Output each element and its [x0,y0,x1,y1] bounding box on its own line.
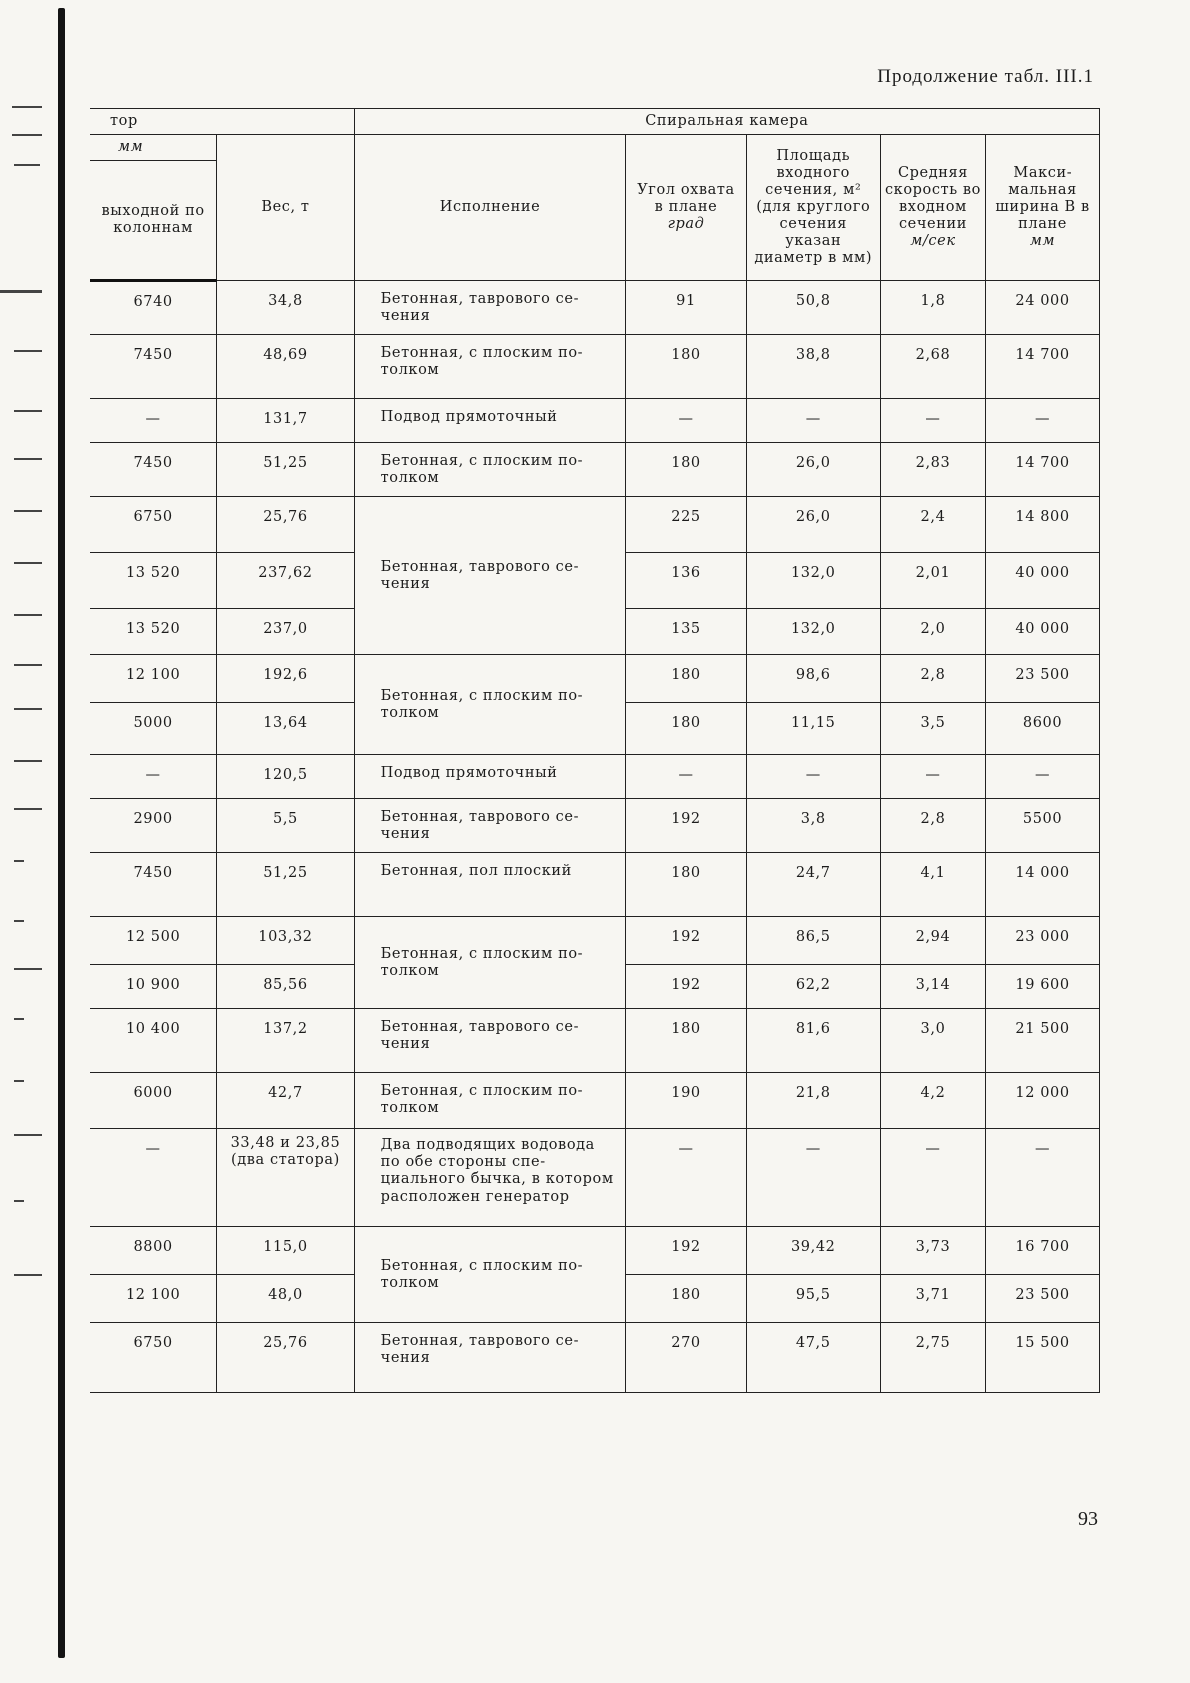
header-unit-row [90,135,1100,161]
cell-weight: 34,8 [217,281,354,335]
cell-area: — [746,1129,880,1227]
cell-outlet: 8800 [90,1227,217,1275]
cell-width: 21 500 [986,1009,1100,1073]
header-speed-unit: м/сек [910,233,956,250]
cell-weight: 131,7 [217,399,354,443]
cell-area: 38,8 [746,335,880,399]
cell-speed: 3,5 [880,703,985,755]
cell-width: 23 500 [986,655,1100,703]
cell-speed: — [880,399,985,443]
cell-width: — [986,1129,1100,1227]
cell-width: 23 500 [986,1275,1100,1323]
cell-weight: 48,0 [217,1275,354,1323]
header-weight: Вес, т [217,135,354,281]
cell-width: 14 000 [986,853,1100,917]
table-row [90,1227,1100,1275]
cell-weight: 115,0 [217,1227,354,1275]
cell-width: — [986,399,1100,443]
cell-width: 5500 [986,799,1100,853]
header-speed [880,135,985,281]
cell-angle: 180 [626,853,746,917]
cell-width: 40 000 [986,609,1100,655]
header-width-unit: мм [1029,233,1056,250]
cell-width: 40 000 [986,553,1100,609]
cell-area: 132,0 [746,609,880,655]
cell-speed: 3,0 [880,1009,985,1073]
cell-area: 81,6 [746,1009,880,1073]
header-design: Исполнение [354,135,626,281]
cell-design: Бетонная, таврового сечения [354,799,626,853]
cell-angle: 192 [626,917,746,965]
cell-outlet: 13 520 [90,553,217,609]
cell-area: 50,8 [746,281,880,335]
header-angle [626,135,746,281]
cell-design: Бетонная, с плоским потолком [354,1073,626,1129]
cell-outlet: 7450 [90,443,217,497]
cell-weight: 5,5 [217,799,354,853]
header-area: Площадь входного сечения, м² (для круглого сечения указан диаметр в мм) [746,135,880,281]
cell-weight: 192,6 [217,655,354,703]
cell-area: — [746,399,880,443]
table-row [90,335,1100,399]
cell-outlet: — [90,1129,217,1227]
cell-outlet: 6000 [90,1073,217,1129]
cell-outlet: 6750 [90,1323,217,1393]
cell-design: Бетонная, таврового сечения [354,1009,626,1073]
cell-speed: 2,68 [880,335,985,399]
cell-angle: — [626,399,746,443]
cell-speed: 1,8 [880,281,985,335]
cell-width: 24 000 [986,281,1100,335]
cell-width: 14 700 [986,335,1100,399]
cell-speed: 4,1 [880,853,985,917]
cell-design: Бетонная, с плоским потолком [354,335,626,399]
table-row [90,497,1100,553]
cell-speed: 2,8 [880,655,985,703]
cell-angle: 192 [626,965,746,1009]
cell-angle: 135 [626,609,746,655]
header-outlet: выходной по колоннам [90,161,217,281]
cell-design: Бетонная, таврового сечения [354,1323,626,1393]
cell-angle: 180 [626,335,746,399]
table-row [90,799,1100,853]
cell-width: 19 600 [986,965,1100,1009]
cell-outlet: 6740 [90,281,217,335]
cell-weight: 48,69 [217,335,354,399]
table-row [90,281,1100,335]
cell-angle: — [626,755,746,799]
cell-angle: 180 [626,655,746,703]
cell-speed: 2,8 [880,799,985,853]
cell-width: 16 700 [986,1227,1100,1275]
cell-speed: 2,83 [880,443,985,497]
cell-angle: 180 [626,443,746,497]
cell-speed: 2,75 [880,1323,985,1393]
cell-angle: 91 [626,281,746,335]
cell-outlet: 13 520 [90,609,217,655]
cell-speed: 2,4 [880,497,985,553]
cell-design: Бетонная, с плоским потолком [354,443,626,497]
cell-area: 3,8 [746,799,880,853]
table-row [90,1073,1100,1129]
cell-width: 23 000 [986,917,1100,965]
cell-design: Два подводящих водовода по обе стороны специального бычка, в котором расположен генератор [354,1129,626,1227]
table-row [90,443,1100,497]
cell-outlet: — [90,755,217,799]
cell-weight: 25,76 [217,1323,354,1393]
cell-speed: 4,2 [880,1073,985,1129]
table-row [90,1129,1100,1227]
cell-area: 47,5 [746,1323,880,1393]
cell-outlet: 12 100 [90,1275,217,1323]
cell-speed: — [880,755,985,799]
cell-weight: 13,64 [217,703,354,755]
page-number: 93 [1078,1508,1098,1530]
cell-speed: 3,71 [880,1275,985,1323]
cell-area: 11,15 [746,703,880,755]
table-row [90,1009,1100,1073]
cell-design: Подвод прямоточный [354,399,626,443]
cell-width: 8600 [986,703,1100,755]
cell-outlet: 7450 [90,853,217,917]
header-group-row [90,109,1100,135]
table-row [90,1323,1100,1393]
cell-outlet: 7450 [90,335,217,399]
cell-area: 98,6 [746,655,880,703]
cell-area: 26,0 [746,497,880,553]
header-angle-unit: град [667,216,705,233]
table-row [90,655,1100,703]
cell-speed: 2,94 [880,917,985,965]
cell-weight: 85,56 [217,965,354,1009]
header-generator-group: тор [90,109,354,135]
cell-weight: 42,7 [217,1073,354,1129]
cell-speed: 2,0 [880,609,985,655]
cell-weight: 237,62 [217,553,354,609]
cell-angle: 180 [626,703,746,755]
cell-weight: 33,48 и 23,85 (два статора) [217,1129,354,1227]
cell-speed: 2,01 [880,553,985,609]
cell-weight: 51,25 [217,443,354,497]
cell-weight: 25,76 [217,497,354,553]
cell-design: Подвод прямоточный [354,755,626,799]
cell-angle: 225 [626,497,746,553]
cell-speed: 3,73 [880,1227,985,1275]
header-speed-label: Средняя скорость во входном сечении [884,164,982,233]
cell-width: 14 700 [986,443,1100,497]
cell-outlet: 10 400 [90,1009,217,1073]
turbine-data-table [90,108,1100,1393]
cell-area: 24,7 [746,853,880,917]
header-width-label: Максимальная ширина B в плане [995,164,1090,233]
table-row [90,853,1100,917]
cell-weight: 51,25 [217,853,354,917]
cell-area: 21,8 [746,1073,880,1129]
cell-angle: 136 [626,553,746,609]
cell-area: 62,2 [746,965,880,1009]
header-angle-label: Угол охвата в плане [637,182,735,216]
cell-angle: 180 [626,1009,746,1073]
cell-area: 86,5 [746,917,880,965]
cell-speed: 3,14 [880,965,985,1009]
cell-angle: 190 [626,1073,746,1129]
cell-area: 132,0 [746,553,880,609]
cell-angle: 192 [626,1227,746,1275]
header-width [986,135,1100,281]
cell-area: 95,5 [746,1275,880,1323]
cell-width: 14 800 [986,497,1100,553]
cell-weight: 120,5 [217,755,354,799]
cell-outlet: 12 100 [90,655,217,703]
table-row [90,755,1100,799]
cell-speed: — [880,1129,985,1227]
cell-outlet: — [90,399,217,443]
table-row [90,917,1100,965]
cell-width: 15 500 [986,1323,1100,1393]
cell-angle: — [626,1129,746,1227]
cell-outlet: 5000 [90,703,217,755]
cell-width: — [986,755,1100,799]
cell-weight: 103,32 [217,917,354,965]
cell-width: 12 000 [986,1073,1100,1129]
cell-outlet: 12 500 [90,917,217,965]
cell-area: — [746,755,880,799]
cell-weight: 237,0 [217,609,354,655]
header-spiral-chamber-group: Спиральная камера [354,109,1099,135]
table-continuation-title: Продолжение табл. III.1 [877,66,1094,87]
cell-angle: 270 [626,1323,746,1393]
cell-design: Бетонная, таврового сечения [354,281,626,335]
table-row [90,399,1100,443]
cell-outlet: 2900 [90,799,217,853]
cell-angle: 192 [626,799,746,853]
cell-design: Бетонная, таврового сечения [354,497,626,655]
cell-design: Бетонная, пол плоский [354,853,626,917]
cell-outlet: 6750 [90,497,217,553]
cell-weight: 137,2 [217,1009,354,1073]
cell-area: 39,42 [746,1227,880,1275]
cell-design: Бетонная, с плоским потолком [354,1227,626,1323]
cell-design: Бетонная, с плоским потолком [354,655,626,755]
cell-design: Бетонная, с плоским потолком [354,917,626,1009]
header-unit-mm: мм [90,135,217,161]
cell-outlet: 10 900 [90,965,217,1009]
cell-angle: 180 [626,1275,746,1323]
book-binding-edge [58,8,65,1658]
cell-area: 26,0 [746,443,880,497]
